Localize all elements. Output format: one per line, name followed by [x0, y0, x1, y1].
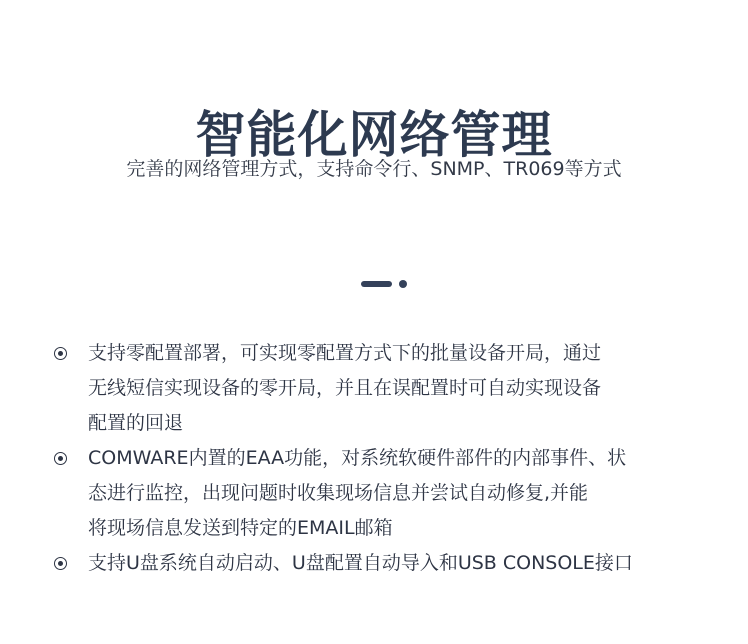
feature-text-line: COMWARE内置的EAA功能，对系统软硬件部件的内部事件、状 — [88, 447, 627, 469]
feature-item-zero-config — [54, 336, 734, 441]
feature-text-line: 将现场信息发送到特定的EMAIL邮箱 — [88, 517, 393, 539]
feature-text-line: 态进行监控，出现问题时收集现场信息并尝试自动修复,并能 — [88, 482, 589, 504]
feature-text-line: 无线短信实现设备的零开局，并且在误配置时可自动实现设备 — [88, 377, 602, 399]
feature-text-line: 支持U盘系统自动启动、U盘配置自动导入和USB CONSOLE接口 — [88, 552, 633, 574]
feature-text-line: 配置的回退 — [88, 412, 184, 434]
section-divider — [361, 281, 409, 289]
bullet-icon — [54, 557, 67, 570]
page-subtitle: 完善的网络管理方式，支持命令行、SNMP、TR069等方式 — [126, 158, 622, 180]
feature-text-line: 支持零配置部署，可实现零配置方式下的批量设备开局，通过 — [88, 342, 602, 364]
page-title: 智能化网络管理 — [195, 105, 553, 164]
feature-item-usb — [54, 546, 734, 581]
divider-dash — [361, 281, 392, 287]
divider-dot — [399, 280, 407, 288]
bullet-icon — [54, 347, 67, 360]
bullet-icon — [54, 452, 67, 465]
feature-list — [54, 336, 734, 581]
feature-item-eaa — [54, 441, 734, 546]
